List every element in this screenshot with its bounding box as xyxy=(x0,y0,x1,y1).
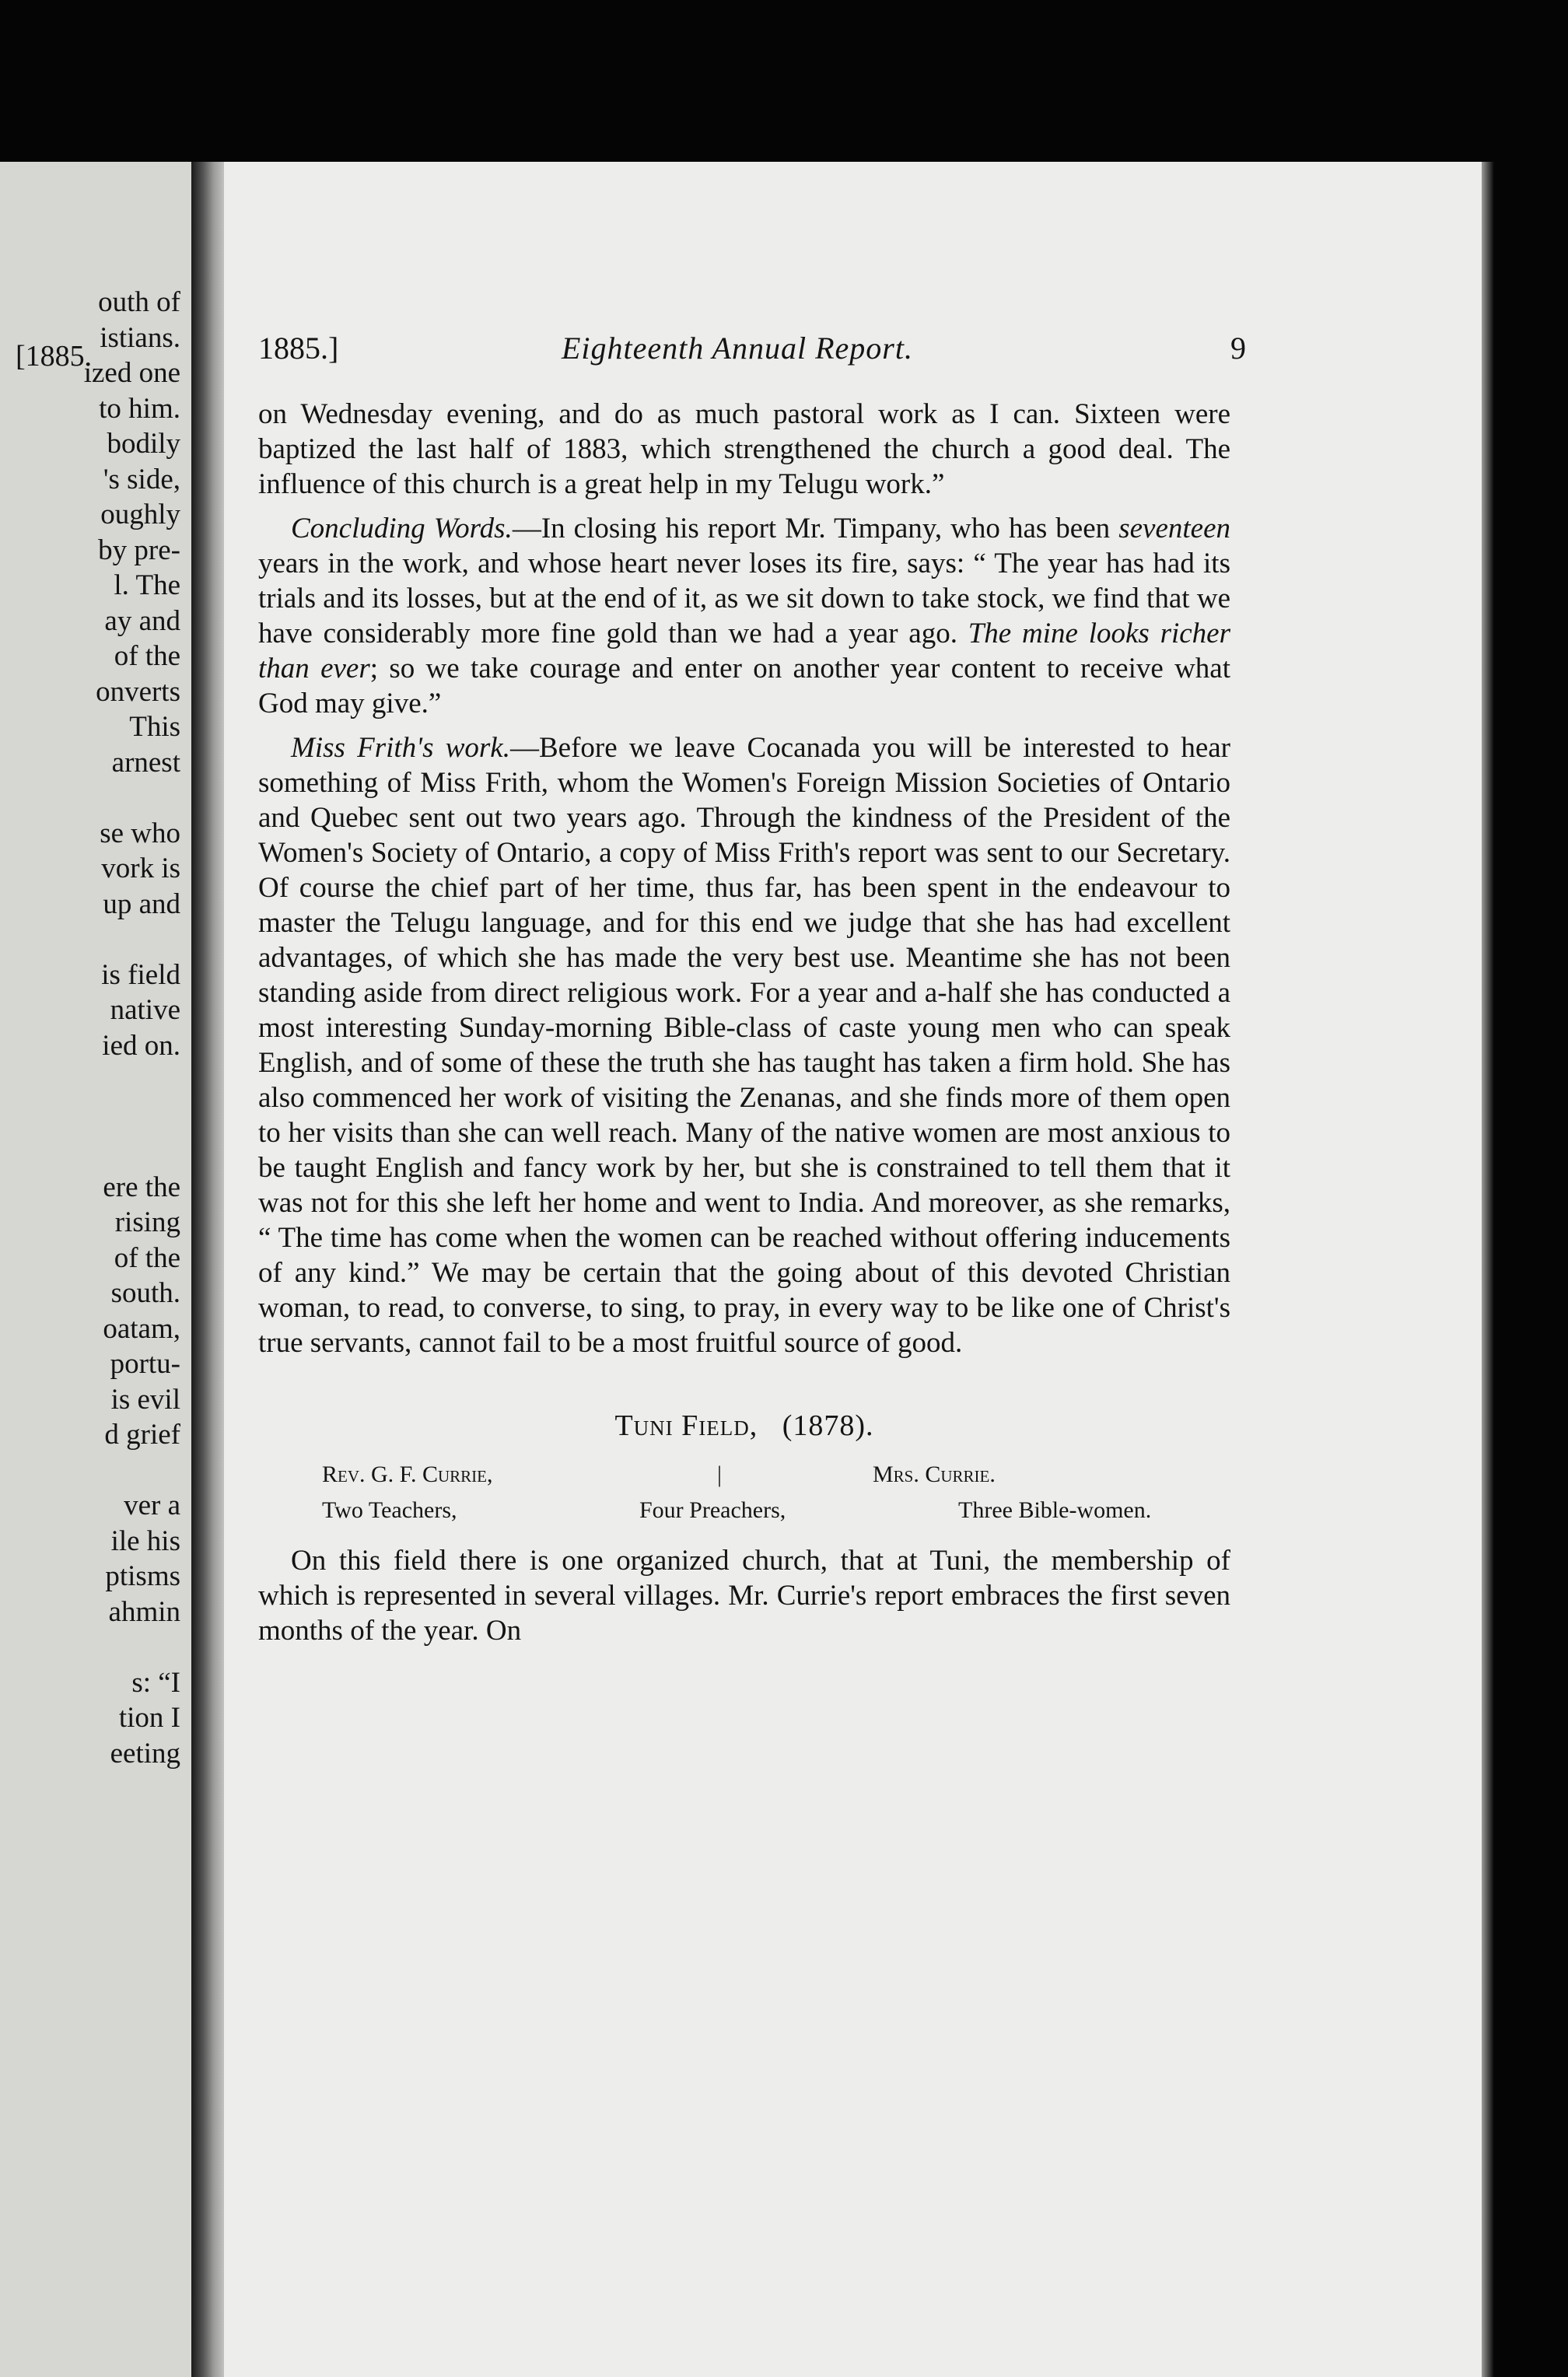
left-page-line: of the xyxy=(114,640,180,672)
paragraph-miss-frith: Miss Frith's work.—Before we leave Cocanada you will be interested to hear something of Miss Frith, whom the Women's Foreign Mission Societies of Ontario and Quebec sent out two years ago. Through the kindness of the President of the Women's Society of Ontario, a copy of Miss Frith's report was sent to our Secretary. Of course the chief part of her time, thus far, has been spent in the endeavour to master the Telugu language, and for this end we judge that she has had excellent advantages, of which she has made the very best use. Meantime she has not been standing aside from direct religious work. For a year and a-half she has conducted a most interesting Sunday-morning Bible-class of caste young men who can speak English, and of some of these the truth she has taught has taken a firm hold. She has also commenced her work of visiting the Zenanas, and she finds more of them open to her visits than she can well reach. Many of the native women are most anxious to be taught English and fancy work by her, but she is constrained to tell them that it was not for this she left her home and went to India. And moreover, as she remarks, “ The time has come when the women can be reached without offering inducements of any kind.” We may be certain that the going about of this devoted Christian woman, to read, to converse, to sing, to pray, in every way to be like one of Christ's true servants, cannot fail to be a most fruitful source of good. xyxy=(258,732,1230,1359)
staff-teachers: Two Teachers, xyxy=(322,1497,457,1523)
left-page-line: tion I xyxy=(118,1702,180,1734)
staff-missionary: Rev. G. F. Currie, xyxy=(322,1462,493,1487)
staff-preachers: Four Preachers, xyxy=(639,1497,786,1523)
tuni-field-staff xyxy=(258,1458,1230,1529)
left-page-line: up and xyxy=(103,887,180,920)
left-page-line: ver a xyxy=(124,1490,180,1521)
left-page-line: to him. xyxy=(99,392,180,425)
book-spine xyxy=(191,162,226,2377)
staff-wife: Mrs. Currie. xyxy=(873,1462,996,1487)
main-text xyxy=(258,397,1230,1648)
left-page-line: ile his xyxy=(110,1525,180,1557)
paragraph-concluding-words: Concluding Words.—In closing his report Mr. Timpany, who has been seventeen years in the work, and whose heart never loses its fire, says: “ The year has had its trials and its losses, but at the end of it, as we sit down to take stock, we find that we have considerably more fine gold than we had a year ago. The mine looks richer than ever; so we take courage and enter on another year content to receive what God may give.” xyxy=(258,513,1230,719)
left-page-line: is field xyxy=(101,958,180,991)
left-page-line: ized one xyxy=(83,357,180,389)
left-page-line: 's side, xyxy=(103,463,180,495)
running-head-title: Eighteenth Annual Report. xyxy=(562,331,913,366)
staff-divider: | xyxy=(717,1462,723,1487)
left-page-line: ere the xyxy=(103,1171,180,1203)
running-head-year: 1885.] xyxy=(258,331,339,366)
left-page-line: bodily xyxy=(107,428,180,460)
left-page-line: is evil xyxy=(110,1383,180,1416)
page-edge-shadow xyxy=(1482,162,1494,2377)
left-page-line: portu- xyxy=(110,1348,180,1380)
paragraph-pastoral-work: on Wednesday evening, and do as much pastoral work as I can. Sixteen were baptized the last half of 1883, which strengthened the church a good deal. The influence of this church is a great help in my Telugu work.” xyxy=(258,398,1230,500)
left-page-line: ied on. xyxy=(102,1029,180,1062)
left-facing-page xyxy=(0,162,191,2377)
page-number: 9 xyxy=(1230,331,1246,366)
left-page-line: s: “I xyxy=(131,1666,180,1699)
left-page-line: arnest xyxy=(111,746,180,779)
left-page-line: se who xyxy=(100,817,180,849)
paragraph-tuni-field: On this field there is one organized church, that at Tuni, the membership of which is represented in several villages. Mr. Currie's report embraces the first seven months of the year. On xyxy=(258,1545,1230,1647)
left-page-line: ay and xyxy=(104,604,180,637)
left-page-line: istians. xyxy=(100,321,180,354)
left-page-line: l. The xyxy=(114,569,180,601)
staff-biblewomen: Three Bible-women. xyxy=(958,1497,1152,1523)
left-page-line: outh of xyxy=(98,286,180,318)
left-page-line: onverts xyxy=(96,675,180,708)
section-lead-concluding-words: Concluding Words. xyxy=(291,513,513,544)
left-page-line: oatam, xyxy=(103,1312,180,1345)
left-page-line: ahmin xyxy=(108,1595,180,1628)
left-page-line: oughly xyxy=(100,499,180,530)
left-page-line: eeting xyxy=(110,1737,180,1770)
left-page-line: vork is xyxy=(101,852,180,884)
left-page-line: rising xyxy=(114,1206,180,1238)
left-page-line: d grief xyxy=(104,1419,180,1451)
running-head xyxy=(258,330,1246,373)
section-lead-miss-frith: Miss Frith's work. xyxy=(291,732,510,764)
left-page-line: This xyxy=(129,711,180,743)
left-page-header: [1885. xyxy=(16,340,93,373)
left-page-line: ptisms xyxy=(105,1560,180,1592)
left-page-line: south. xyxy=(110,1277,180,1309)
left-page-line: of the xyxy=(114,1241,180,1274)
tuni-field-heading: Tuni Field, (1878). xyxy=(614,1409,874,1442)
left-page-line: by pre- xyxy=(98,534,180,566)
left-page-line: native xyxy=(110,994,180,1026)
